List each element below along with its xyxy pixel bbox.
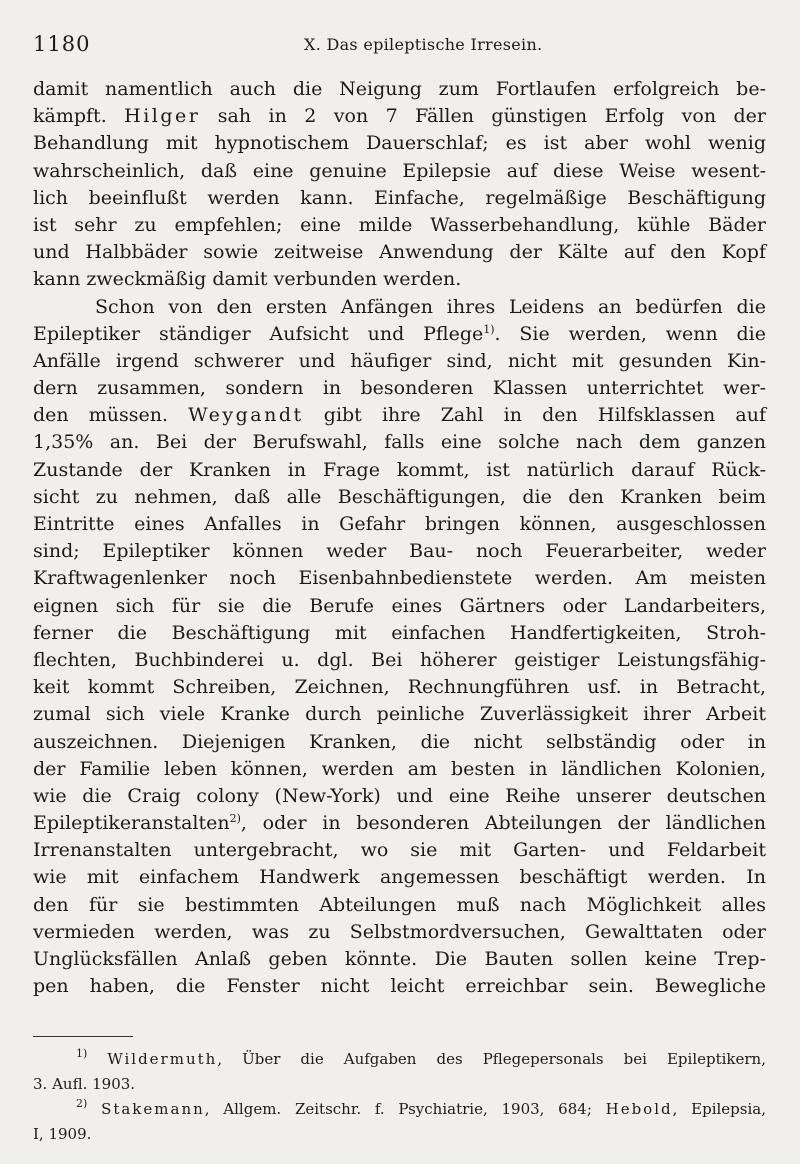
text-line: sind; Epileptiker können weder Bau- noch Feuerarbeiter, weder [33,540,766,563]
footnote-marker: 1) [76,1047,88,1060]
author-name: Hilger [124,105,201,128]
text-line: den für sie bestimmten Abteilungen muß nach Möglichkeit alles [33,893,766,916]
text-line: Unglücksfällen Anlaß geben könnte. Die Bauten sollen keine Trep- [33,948,766,970]
text-run: . Sie werden, wenn die [494,322,766,345]
text-line: lich beeinflußt werden kann. Einfache, regelmäßige Beschäftigung [33,186,766,209]
text-line [33,402,766,429]
page-number: 1180 [33,32,91,56]
footnote-line [33,1097,766,1122]
text-run: , Über die Aufgaben des Pflegepersonals bei Epileptikern, [217,1050,766,1068]
text-run [87,1050,107,1068]
text-line: damit namentlich auch die Neigung zum Fortlaufen erfolgreich be- [33,78,766,100]
text-run: , oder in besonderen Abteilungen der ländlichen [240,812,766,835]
footnote-divider [33,1036,133,1037]
page-header [33,32,766,62]
footnote-marker: 2) [76,1097,88,1110]
text-line [33,321,766,348]
text-line: Zustande der Kranken in Frage kommt, ist natürlich darauf Rück- [33,458,766,481]
text-line: vermieden werden, was zu Selbstmordversuchen, Gewalttaten oder [33,920,766,943]
footnote-marker: 2) [229,812,241,826]
text-line: dern zusammen, sondern in besonderen Klassen unterrichtet wer- [33,377,766,400]
text-line: auszeichnen. Diejenigen Kranken, die nicht selbständig oder in [33,730,766,753]
author-name: Hebold [605,1100,673,1118]
text-run: , Epilepsia, [672,1100,766,1118]
footnote-line: 3. Aufl. 1903. [33,1075,136,1093]
footnote-line: I, 1909. [33,1125,92,1143]
text-line: der Familie leben können, werden am besten in ländlichen Kolonien, [33,757,766,780]
running-title: X. Das epileptische Irresein. [304,35,543,54]
text-line: Behandlung mit hypnotischem Dauerschlaf; es ist aber wohl wenig [33,132,766,155]
text-line: ist sehr zu empfehlen; eine milde Wasserbehandlung, kühle Bäder [33,213,766,236]
text-line: wie die Craig colony (New-York) und eine Reihe unserer deutschen [33,784,766,807]
footnotes [33,1047,766,1147]
text-line: wahrscheinlich, daß eine genuine Epilepsie auf diese Weise wesent- [33,159,766,182]
text-run: kämpft. [33,105,125,128]
text-line: Schon von den ersten Anfängen ihres Leidens an bedürfen die [95,295,766,318]
text-line [33,810,766,837]
text-line: flechten, Buchbinderei u. dgl. Bei höherer geistiger Leistungsfähig- [33,648,766,671]
text-line: und Halbbäder sowie zeitweise Anwendung der Kälte auf den Kopf [33,241,766,264]
text-line: eignen sich für sie die Berufe eines Gärtners oder Landarbeiters, [33,594,766,617]
text-run: , Allgem. Zeitschr. f. Psychiatrie, 1903, 684; [204,1100,606,1118]
footnote-marker: 1) [483,322,495,336]
text-run: den müssen. [33,404,189,427]
footnote-line [33,1047,766,1072]
text-line: 1,35% an. Bei der Berufswahl, falls eine solche nach dem ganzen [33,431,766,454]
author-name: Wildermuth [107,1050,218,1068]
author-name: Stakemann [101,1100,205,1118]
text-line: sicht zu nehmen, daß alle Beschäftigungen, die den Kranken beim [33,485,766,508]
text-run [87,1100,101,1118]
text-line [33,103,766,130]
text-run: Epileptikeranstalten [33,812,230,835]
text-line: Kraftwagenlenker noch Eisenbahnbedienstete werden. Am meisten [33,567,766,590]
text-run: Epileptiker ständiger Aufsicht und Pflege [33,322,484,345]
text-line: ferner die Beschäftigung mit einfachen Handfertigkeiten, Stroh- [33,621,766,644]
text-line: Eintritte eines Anfalles in Gefahr bringen können, ausgeschlossen [33,513,766,535]
text-run: gibt ihre Zahl in den Hilfsklassen auf [303,404,766,427]
text-line: pen haben, die Fenster nicht leicht erreichbar sein. Bewegliche [33,975,766,998]
text-line: Anfälle irgend schwerer und häufiger sind, nicht mit gesunden Kin- [33,349,766,372]
text-line: kann zweckmäßig damit verbunden werden. [33,268,462,291]
body-text [33,76,766,1000]
text-line: Irrenanstalten untergebracht, wo sie mit Garten- und Feldarbeit [33,839,766,862]
text-line: zumal sich viele Kranke durch peinliche Zuverlässigkeit ihrer Arbeit [33,703,766,726]
author-name: Weygandt [188,404,304,427]
text-line: keit kommt Schreiben, Zeichnen, Rechnungführen usf. in Betracht, [33,676,766,699]
text-run: sah in 2 von 7 Fällen günstigen Erfolg von der [200,105,766,128]
text-line: wie mit einfachem Handwerk angemessen beschäftigt werden. In [33,866,766,889]
